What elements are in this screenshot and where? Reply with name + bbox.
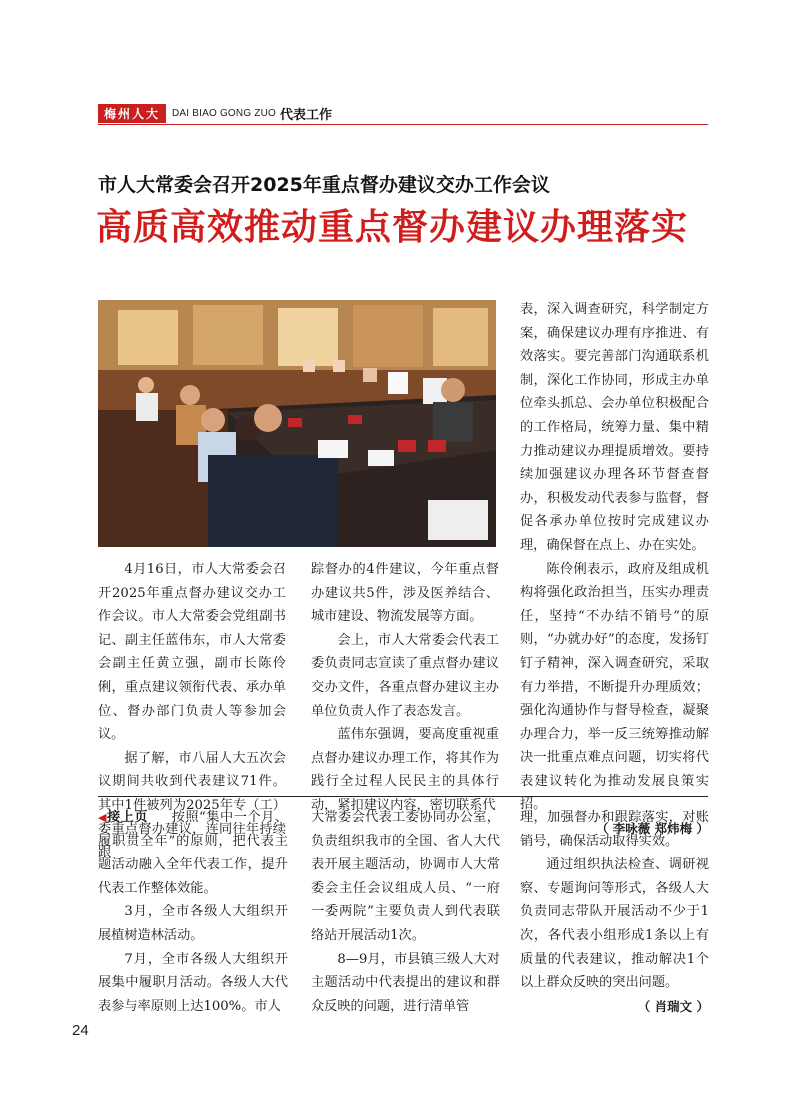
paragraph	[98, 806, 288, 900]
continued-label: 接上页	[106, 810, 149, 825]
paragraph: 大常委会代表工委协同办公室，负责组织我市的全国、省人大代表开展主题活动，协调市人大常委会主任会议组成人员、“一府一委两院”主要负责人到代表联络站开展活动1次。	[311, 810, 500, 943]
magazine-logo: 梅州人大	[98, 104, 166, 123]
paragraph-text: 按照“集中一个月、履职贯全年”的原则，把代表主题活动融入全年代表工作，提升代表工作整体效能。	[98, 810, 288, 896]
article-column-3	[520, 298, 709, 841]
section-divider	[98, 796, 708, 797]
paragraph: 会上，市人大常委会代表工委负责同志宣读了重点督办建议交办文件，各重点督办建议主办单位负责人作了表态发言。	[311, 632, 499, 719]
meeting-photo	[98, 300, 496, 547]
paragraph: 3月，全市各级人大组织开展植树造林活动。	[98, 904, 288, 943]
continued-column-2	[311, 806, 500, 1018]
paragraph: 踪督办的4件建议，今年重点督办建议共5件，涉及医养结合、城市建设、物流发展等方面。	[311, 562, 499, 625]
paragraph: 7月，全市各级人大组织开展集中履职月活动。各级人大代表参与率原则上达100%。市人	[98, 951, 288, 1014]
article-byline: （ 李咏薇 郑炜梅 ）	[595, 821, 709, 837]
section-title: 代表工作	[279, 107, 332, 123]
section-english: DAI BIAO GONG ZUO	[172, 107, 276, 119]
page-number: 24	[72, 1022, 89, 1039]
section-header	[98, 104, 332, 122]
article-title: 高质高效推动重点督办建议办理落实	[96, 206, 689, 248]
continued-byline: （ 肖瑞文 ）	[637, 998, 709, 1014]
continued-column-3	[520, 806, 709, 1018]
paragraph: 表，深入调查研究，科学制定方案，确保建议办理有序推进、有效落实。要完善部门沟通联系机制，深化工作协同，形成主办单位牵头抓总、会办单位积极配合的工作格局，统筹力量、集中精力推动建议办理提质增效。要持续加强建议办理各环节督查督办，积极发动代表参与监督，督促各承办单位按时完成建议办理，确保督在点上、办在实处。	[520, 302, 709, 553]
paragraph: 理，加强督办和跟踪落实，对账销号，确保活动取得实效。	[520, 810, 709, 849]
paragraph: 陈伶俐表示，政府及组成机构将强化政治担当，压实办理责任，坚持“不办结不销号”的原则，“办就办好”的态度，发扬钉钉子精神，深入调查研究，采取有力举措，不断提升办理质效；强化沟通协作与督导检查，凝聚办理合力，举一反三统筹推动解决一批重点难点问题，切实将代表建议转化为推动发展良策实招。	[520, 561, 709, 813]
header-rule	[98, 124, 708, 125]
paragraph: 8—9月，市县镇三级人大对主题活动中代表提出的建议和群众反映的问题，进行清单管	[311, 951, 500, 1014]
triangle-left-icon: ◀	[98, 811, 107, 824]
paragraph: 蓝伟东强调，要高度重视重点督办建议办理工作，将其作为践行全过程人民民主的具体行动，紧扣建议内容，密切联系代	[311, 727, 499, 813]
article-column-2	[311, 558, 499, 818]
paragraph: 4月16日，市人大常委会召开2025年重点督办建议交办工作会议。市人大常委会党组副书记、副主任蓝伟东，市人大常委会副主任黄立强，副市长陈伶俐，重点建议领衔代表、承办单位、督办部门负责人等参加会议。	[98, 562, 286, 743]
continued-column-1	[98, 806, 288, 1018]
paragraph: 据了解，市八届人大五次会议期间共收到代表建议71件。其中1件被列为2025年专（工）委重点督办建议，连同往年持续跟	[98, 750, 286, 861]
article-subtitle: 市人大常委会召开2025年重点督办建议交办工作会议	[98, 174, 550, 196]
paragraph: 通过组织执法检查、调研视察、专题询问等形式，各级人大负责同志带队开展活动不少于1次，各代表小组形成1条以上有质量的代表建议，推动解决1个以上群众反映的突出问题。	[520, 857, 709, 991]
